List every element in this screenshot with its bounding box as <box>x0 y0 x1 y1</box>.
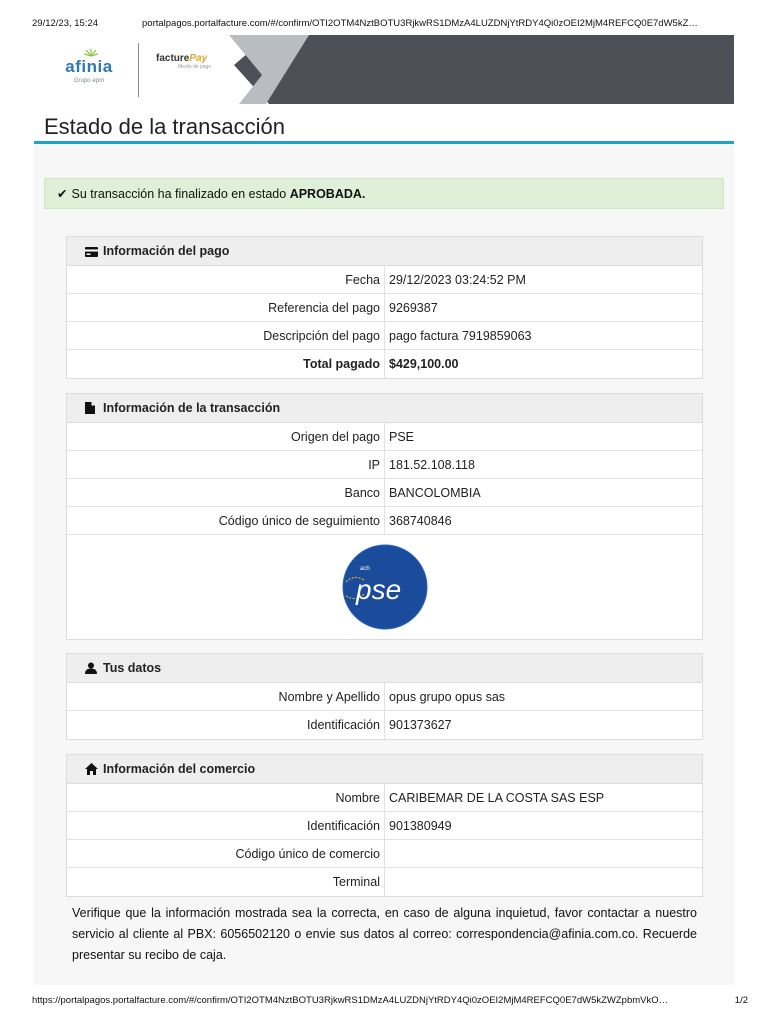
print-url: portalpagos.portalfacture.com/#/confirm/OTI2OTM4NztBOTU3RjkwRS1DMzA4LUZDNjYtRDY4Qi0zOEI2MjM4REFCQ0E7dW5kZ… <box>142 18 698 29</box>
table-row: Nombre y Apellido opus grupo opus sas <box>67 683 702 711</box>
status-value: APROBADA. <box>289 187 366 201</box>
transaction-info-section <box>66 393 703 640</box>
afinia-rays-icon <box>84 49 98 57</box>
receipt-page <box>34 35 734 985</box>
table-row: Descripción del pago pago factura 7919859063 <box>67 322 702 350</box>
table-row: Nombre CARIBEMAR DE LA COSTA SAS ESP <box>67 784 702 812</box>
print-footer <box>0 990 768 1024</box>
facturepay-main: facture <box>156 53 190 64</box>
table-row: Origen del pago PSE <box>67 423 702 451</box>
logo-divider <box>138 43 139 97</box>
table-row: Terminal <box>67 868 702 896</box>
page-number: 1/2 <box>734 995 748 1006</box>
facturepay-logo <box>156 53 211 70</box>
table-row: Fecha 29/12/2023 03:24:52 PM <box>67 266 702 294</box>
pse-logo-text: pse <box>356 574 402 605</box>
total-row: Total pagado $429,100.00 <box>67 350 702 378</box>
user-data-section <box>66 653 703 740</box>
afinia-wordmark: afinia <box>65 57 113 76</box>
header-banner <box>34 35 734 104</box>
title-bar <box>34 104 734 144</box>
footer-url: https://portalpagos.portalfacture.com/#/confirm/OTI2OTM4NztBOTU3RjkwRS1DMzA4LUZDNjYtRDY4Qi0zOEI2MjM4REFCQ0E7dW5kZWZpbmVkO… <box>32 995 669 1006</box>
facturepay-tag: Medio de pago <box>178 64 212 70</box>
payment-info-heading: Información del pago <box>67 237 702 266</box>
afinia-group: Grupo·epm <box>73 78 105 84</box>
table-row: Referencia del pago 9269387 <box>67 294 702 322</box>
print-datetime: 29/12/23, 15:24 <box>32 18 99 29</box>
home-icon <box>85 763 99 778</box>
pse-logo-box <box>67 535 702 639</box>
user-icon <box>85 662 99 677</box>
merchant-info-heading: Información del comercio <box>67 755 702 784</box>
table-row: Identificación 901380949 <box>67 812 702 840</box>
file-icon <box>85 402 99 417</box>
payment-info-section <box>66 236 703 379</box>
verification-note: Verifique que la información mostrada sea la correcta, en caso de alguna inquietud, favor contactar a nuestro servicio al cliente al PBX: 6056502120 o envie sus datos al correo: correspondencia@afinia.com.co. Recuerde presentar su recibo de caja. <box>72 906 697 962</box>
table-row: Banco BANCOLOMBIA <box>67 479 702 507</box>
table-row: Código único de seguimiento 368740846 <box>67 507 702 535</box>
pse-logo <box>342 544 428 630</box>
table-row: Identificación 901373627 <box>67 711 702 739</box>
pse-sub-text: ach <box>360 566 370 572</box>
status-alert <box>44 178 724 209</box>
table-row: Código único de comercio <box>67 840 702 868</box>
banner-dark-shape <box>34 35 734 104</box>
table-row: IP 181.52.108.118 <box>67 451 702 479</box>
afinia-logo <box>54 49 124 89</box>
check-icon: ✔ <box>57 187 68 201</box>
user-data-heading: Tus datos <box>67 654 702 683</box>
credit-card-icon <box>85 246 99 260</box>
alert-text: Su transacción ha finalizado en estado <box>71 187 290 201</box>
merchant-info-section <box>66 754 703 897</box>
page-title: Estado de la transacción <box>44 114 285 139</box>
facturepay-pay: Pay <box>189 53 208 64</box>
transaction-info-heading: Información de la transacción <box>67 394 702 423</box>
print-header <box>0 0 768 34</box>
